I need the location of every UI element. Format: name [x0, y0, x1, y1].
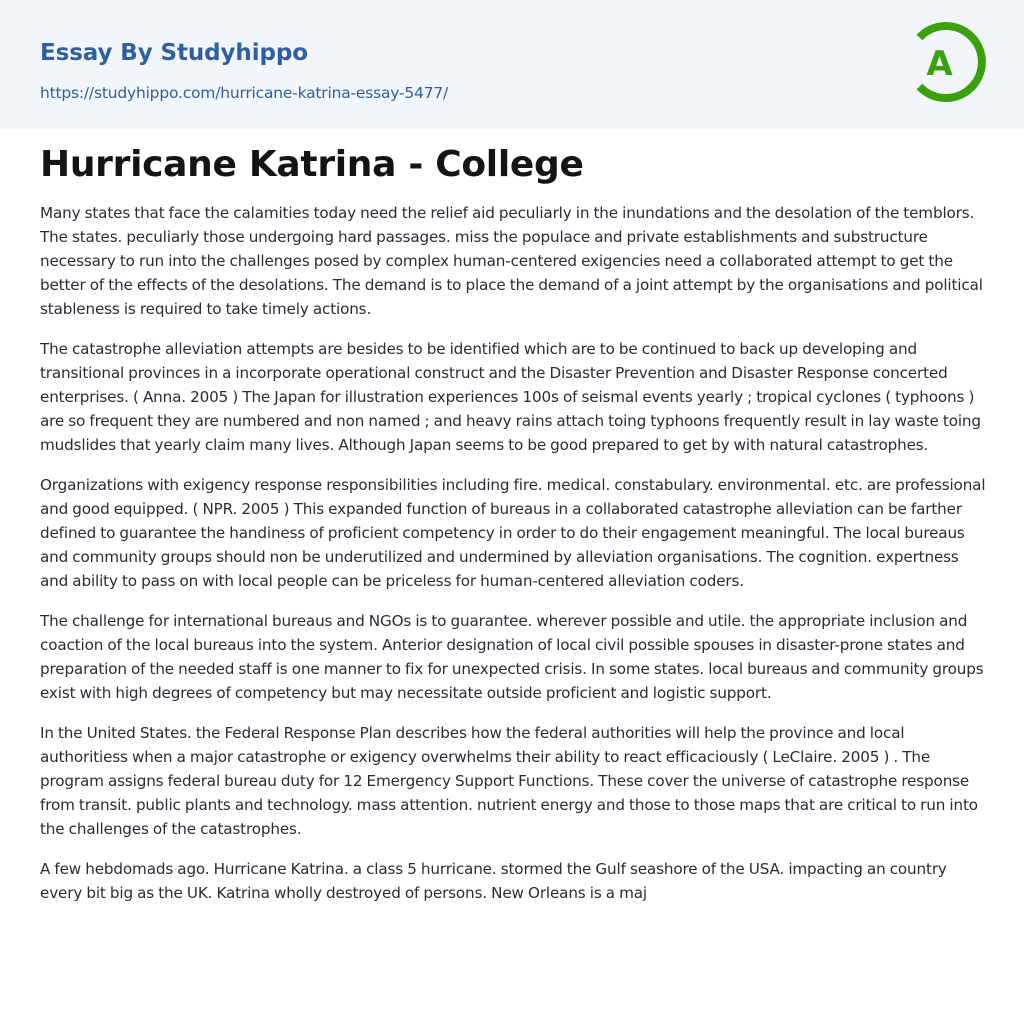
brand-title: Essay By Studyhippo [40, 40, 308, 66]
page-title: Hurricane Katrina - College [40, 144, 584, 185]
essay-paragraph: In the United States. the Federal Response Plan describes how the federal authorities will help the province and local authoritiess when a major catastrophe or exigency overwhelms their ability to react efficaciously ( LeClaire. 2005 ) . The program assigns federal bureau duty for 12 Emergency Support Functions. These cover the universe of catastrophe response from transit. public plants and technology. mass attention. nutrient energy and those to those maps that are critical to run into the challenges of the catastrophes. [40, 724, 978, 838]
essay-paragraph-truncated: A few hebdomads ago. Hurricane Katrina. a class 5 hurricane. stormed the Gulf seashore of the USA. impacting an country every bit big as the UK. Katrina wholly destroyed of persons. New Orleans is a maj [40, 860, 947, 902]
logo-letter: A [926, 44, 953, 84]
essay-paragraph: Organizations with exigency response responsibilities including fire. medical. constabulary. environmental. etc. are professional and good equipped. ( NPR. 2005 ) This expanded function of bureaus in a collaborated catastrophe alleviation can be farther defined to guarantee the handiness of proficient competency in order to do their engagement meaningful. The local bureaus and community groups should non be underutilized and undermined by alleviation organisations. The cognition. expertness and ability to pass on with local people can be priceless for human-centered alleviation coders. [40, 476, 986, 590]
source-url-link[interactable]: https://studyhippo.com/hurricane-katrina-essay-5477/ [40, 84, 449, 102]
essay-paragraph: The challenge for international bureaus and NGOs is to guarantee. wherever possible and utile. the appropriate inclusion and coaction of the local bureaus into the system. Anterior designation of local civil possible spouses in disaster-prone states and preparation of the needed staff is one manner to fix for unexpected crisis. In some states. local bureaus and community groups exist with high degrees of competency but may necessitate outside proficient and logistic support. [40, 612, 984, 702]
studyhippo-logo-icon[interactable] [910, 18, 988, 106]
site-header [0, 0, 1024, 129]
essay-body [40, 201, 990, 921]
essay-paragraph: Many states that face the calamities today need the relief aid peculiarly in the inundations and the desolation of the temblors. The states. peculiarly those undergoing hard passages. miss the populace and private establishments and substructure necessary to run into the challenges posed by complex human-centered exigencies need a collaborated attempt to get the better of the effects of the desolations. The demand is to place the demand of a joint attempt by the organisations and political stableness is required to take timely actions. [40, 204, 983, 318]
essay-paragraph: The catastrophe alleviation attempts are besides to be identified which are to be continued to back up developing and transitional provinces in a incorporate operational construct and the Disaster Prevention and Disaster Response concerted enterprises. ( Anna. 2005 ) The Japan for illustration experiences 100s of seismal events yearly ; tropical cyclones ( typhoons ) are so frequent they are numbered and non named ; and heavy rains attach toing typhoons frequently result in lay waste toing mudslides that yearly claim many lives. Although Japan seems to be good prepared to get by with natural catastrophes. [40, 340, 981, 454]
